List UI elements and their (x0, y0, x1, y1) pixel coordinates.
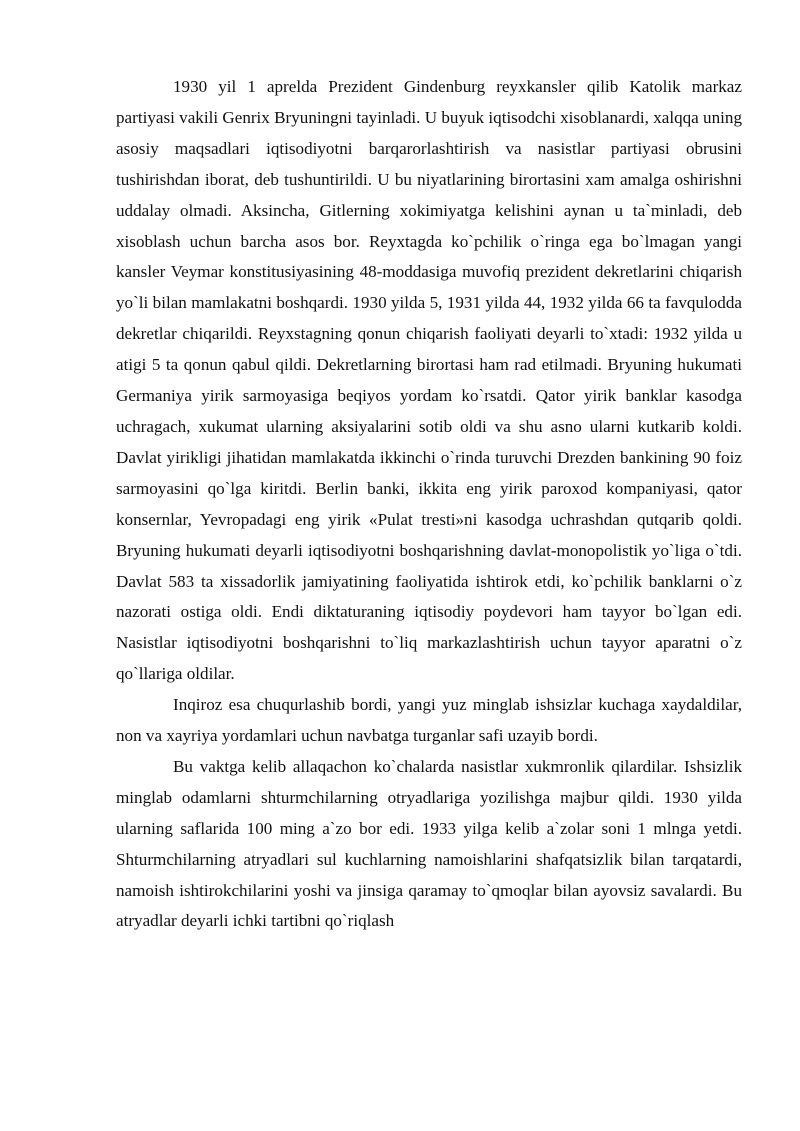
paragraph: Bu vaktga kelib allaqachon ko`chalarda nasistlar xukmronlik qilardilar. Ishsizlik minglab odamlarni shturmchilarning otryadlariga yozilishga majbur qildi. 1930 yilda ularning saflarida 100 ming a`zo bor edi. 1933 yilga kelib a`zolar soni 1 mlnga yetdi. Shturmchilarning atryadlari sul kuchlarning namoishlarini shafqatsizlik bilan tarqatardi, namoish ishtirokchilarini yoshi va jinsiga qaramay to`qmoqlar bilan ayovsiz savalardi. Bu atryadlar deyarli ichki tartibni qo`riqlash (116, 756, 742, 931)
paragraph: Inqiroz esa chuqurlashib bordi, yangi yuz minglab ishsizlar kuchaga xaydaldilar, non va xayriya yordamlari uchun navbatga turganlar safi uzayib bordi. (116, 695, 742, 746)
paragraph: 1930 yil 1 aprelda Prezident Gindenburg reyxkansler qilib Katolik markaz partiyasi vakili Genrix Bryuningni tayinladi. U buyuk iqtisodchi xisoblanardi, xalqqa uning asosiy maqsadlari iqtisodiyotni barqarorlashtirish va nasistlar partiyasi obrusini tushirishdan iborat, deb tushuntirildi. U bu niyatlarining birortasini xam amalga oshirishni uddalay olmadi. Aksincha, Gitlerning xokimiyatga kelishini aynan u ta`minladi, deb xisoblash uchun barcha asos bor. Reyxtagda ko`pchilik o`ringa ega bo`lmagan yangi kansler Veymar konstitusiyasining 48-moddasiga muvofiq prezident dekretlarini chiqarish yo`li bilan mamlakatni boshqardi. 1930 yilda 5, 1931 yilda 44, 1932 yilda 66 ta favqulodda dekretlar chiqarildi. Reyxstagning qonun chiqarish faoliyati deyarli to`xtadi: 1932 yilda u atigi 5 ta qonun qabul qildi. Dekretlarning birortasi ham rad etilmadi. Bryuning hukumati Germaniya yirik sarmoyasiga beqiyos yordam ko`rsatdi. Qator yirik banklar kasodga uchragach, xukumat ularning aksiyalarini sotib oldi va shu asno ularni kutkarib koldi. Davlat yirikligi jihatidan mamlakatda ikkinchi o`rinda turuvchi Drezden bankining 90 foiz sarmoyasini qo`lga kiritdi. Berlin banki, ikkita eng yirik paroxod kompaniyasi, qator konsernlar, Yevropadagi eng yirik «Pulat tresti»ni kasodga uchrashdan qutqarib qoldi. Bryuning hukumati deyarli iqtisodiyotni boshqarishning davlat-monopolistik yo`liga o`tdi. Davlat 583 ta xissadorlik jamiyatining faoliyatida ishtirok etdi, ko`pchilik banklarni o`z nazorati ostiga oldi. Endi diktaturaning iqtisodiy poydevori ham tayyor bo`lgan edi. Nasistlar iqtisodiyotni boshqarishni to`liq markazlashtirish uchun tayyor aparatni o`z qo`llariga oldilar. (116, 77, 742, 684)
document-body (116, 72, 742, 937)
